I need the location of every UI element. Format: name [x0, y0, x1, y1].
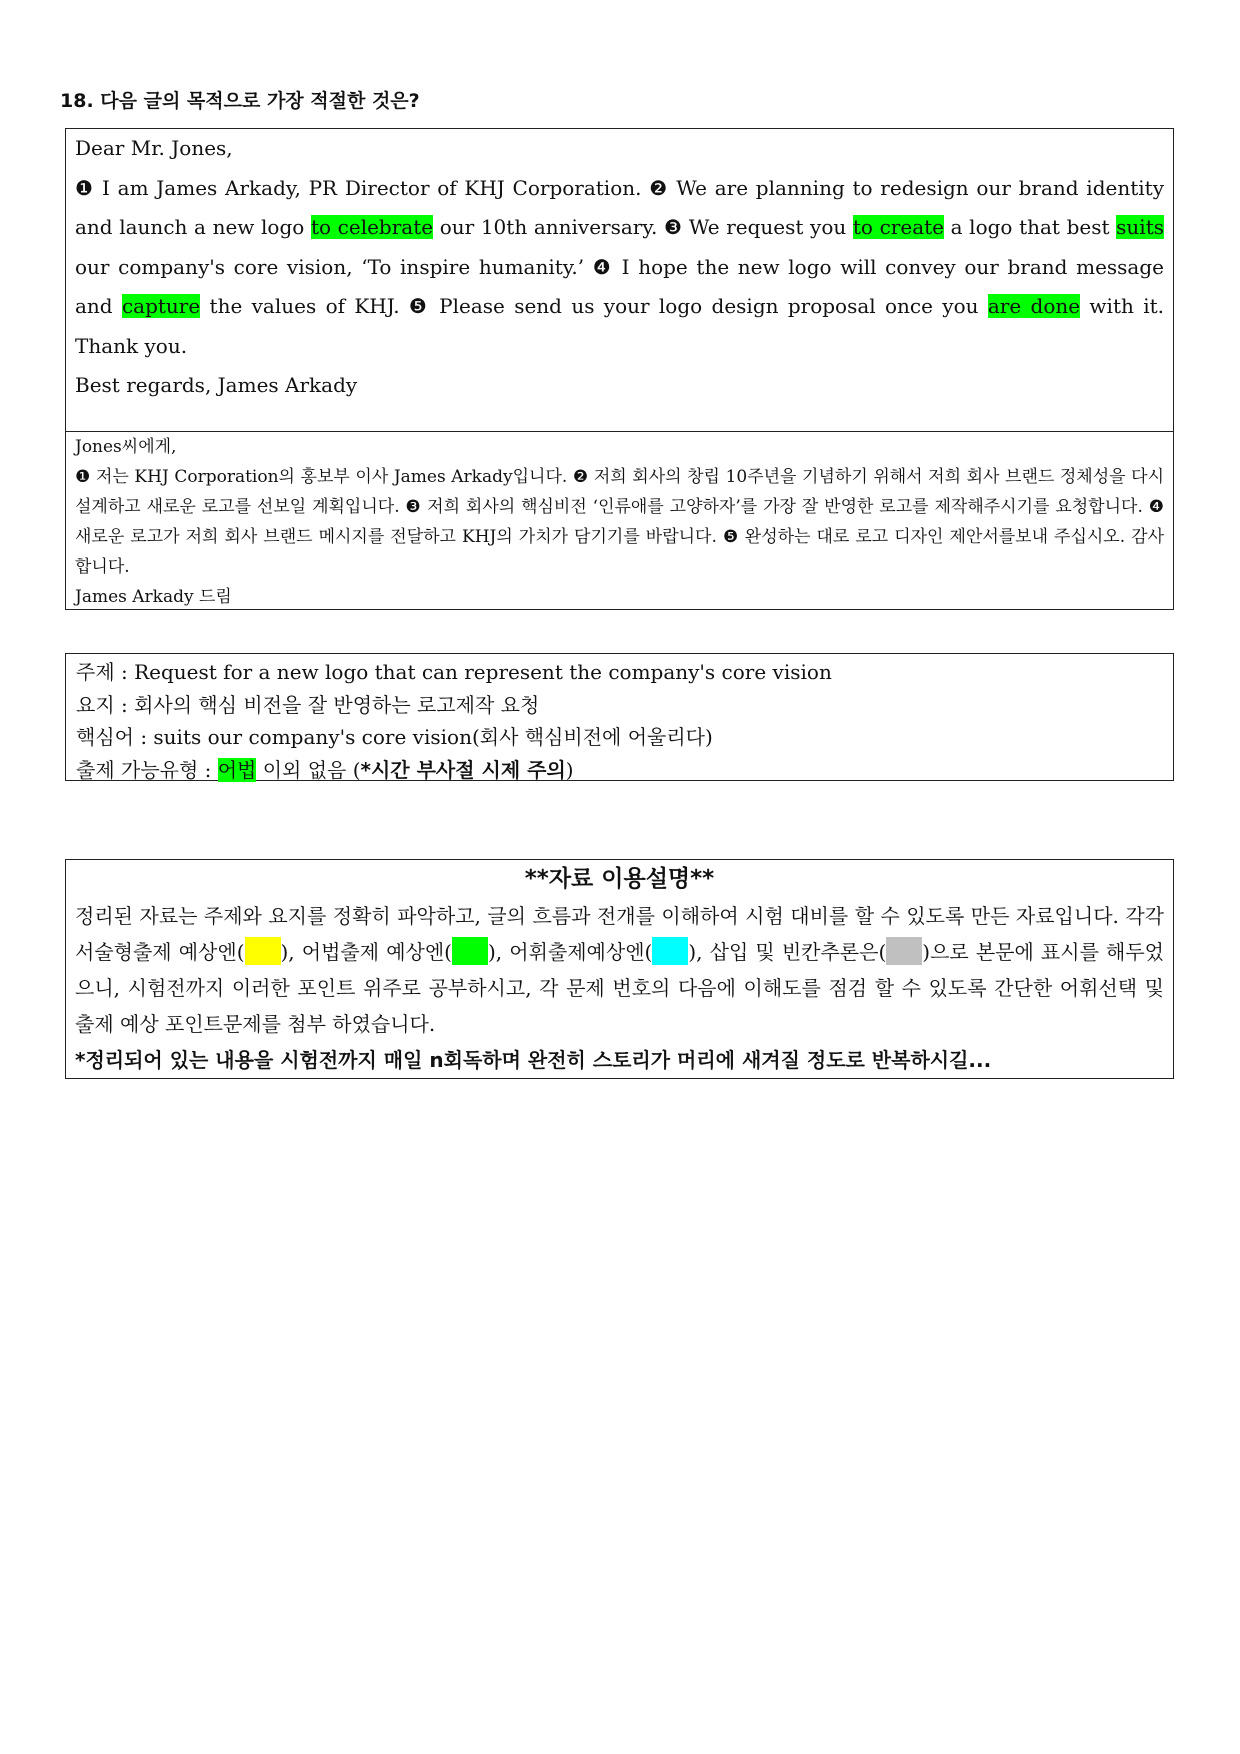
summary-box [65, 653, 1174, 781]
marker-5: ❺ [408, 294, 430, 318]
greeting: Dear Mr. Jones, [75, 136, 233, 160]
grammar-highlight: to celebrate [310, 215, 434, 239]
grammar-highlight: capture [121, 294, 201, 318]
topic: 주제 : Request for a new logo that can represent the company's core vision [76, 660, 832, 684]
gray-swatch [886, 937, 922, 965]
translation-4: 새로운 로고가 저희 회사 브랜드 메시지를 전달하고 KHJ의 가치가 담기기를 바랍니다. [75, 527, 723, 547]
sentence-2: We are planning to redesign our brand identity and launch a new logo [75, 175, 1164, 239]
guide-text-2: ), 어법출제 예상엔( [280, 940, 452, 964]
sentence-4-end: the values of KHJ. [200, 294, 409, 318]
sentence-3-mid: a logo that best [944, 215, 1117, 239]
marker-1: ❶ [75, 175, 95, 200]
grammar-highlight: to create [852, 215, 944, 239]
translation-1: 저는 KHJ Corporation의 홍보부 이사 James Arkady입니다. [90, 467, 573, 487]
grammar-highlight: 어법 [217, 757, 257, 782]
sentence-2-end: our 10th anniversary. [433, 215, 664, 239]
keyword: 핵심어 : suits our company's core vision(회사 핵심비전에 어울리다) [76, 725, 713, 749]
types-end: ) [565, 757, 574, 782]
marker-2: ❷ [649, 175, 669, 200]
english-passage [66, 129, 1173, 431]
marker-2: ❷ [572, 467, 589, 487]
marker-5: ❺ [722, 527, 739, 547]
translation-2: 저희 회사의 창립 10주년을 기념하기 위해서 저희 회사 브랜드 정체성을 다시 설계하고 새로운 로고를 선보일 계획입니다. [75, 467, 1164, 517]
sentence-1: I am James Arkady, PR Director of KHJ Corporation. [94, 175, 650, 200]
guide-text-3: ), 어휘출제예상엔( [487, 940, 653, 964]
marker-3: ❸ [663, 215, 683, 239]
guide-heading: **자료 이용설명** [524, 866, 715, 892]
guide-note-text: *정리되어 있는 내용을 시험전까지 매일 n회독하며 완전히 스토리가 머리에 새겨질 정도로 반복하시길... [75, 1048, 992, 1072]
question-title: 18. 다음 글의 목적으로 가장 적절한 것은? [60, 90, 420, 112]
guide-text [75, 898, 1164, 1042]
marker-3: ❸ [405, 497, 422, 517]
guide-note [75, 1042, 1164, 1078]
question-types [76, 754, 1163, 787]
translation-closing: James Arkady 드림 [75, 587, 232, 607]
translation-5: 완성하는 대로 로고 디자인 제안서를보내 주십시오. 감사합니다. [75, 527, 1164, 577]
sentence-5: Please send us your logo design proposal once you [429, 294, 988, 318]
closing: Best regards, James Arkady [75, 373, 358, 397]
types-label: 출제 가능유형 : [76, 757, 218, 782]
marker-1: ❶ [75, 467, 91, 487]
marker-4: ❹ [592, 254, 614, 279]
passage-box [65, 128, 1174, 610]
cyan-swatch [652, 937, 688, 965]
yellow-swatch [245, 937, 281, 965]
types-note: *시간 부사절 시제 주의 [360, 757, 566, 782]
passage-body [75, 169, 1164, 367]
usage-guide-box [65, 859, 1174, 1079]
green-swatch [452, 937, 488, 965]
sentence-5-end: with it. Thank you. [75, 294, 1164, 358]
translation-greeting: Jones씨에게, [75, 437, 177, 457]
translation-3: 저희 회사의 핵심비전 ‘인류애를 고양하자’를 가장 잘 반영한 로고를 제작해주시기를 요청합니다. [421, 497, 1149, 517]
guide-text-4: ), 삽입 및 빈칸추론은( [688, 940, 887, 964]
translation-body [75, 462, 1164, 582]
grammar-highlight: are done [987, 294, 1081, 318]
guide-text-1: 정리된 자료는 주제와 요지를 정확히 파악하고, 글의 흐름과 전개를 이해하여 시험 대비를 할 수 있도록 만든 자료입니다. 각각 서술형출제 예상엔( [75, 904, 1164, 964]
grammar-highlight: suits [1116, 215, 1164, 239]
korean-translation [66, 432, 1173, 612]
gist: 요지 : 회사의 핵심 비전을 잘 반영하는 로고제작 요청 [76, 692, 540, 717]
sentence-3: We request you [682, 215, 853, 239]
sentence-3-end: our company's core vision, ‘To inspire humanity.’ [75, 254, 593, 279]
guide-text-5: )으로 본문에 표시를 해두었으니, 시험전까지 이러한 포인트 위주로 공부하시고, 각 문제 번호의 다음에 이해도를 점검 할 수 있도록 간단한 어휘선택 및 출제 예상 포인트문제를 첨부 하였습니다. [75, 940, 1164, 1036]
types-rest: 이외 없음 ( [256, 757, 361, 782]
sentence-4: I hope the new logo will convey our brand message and [75, 254, 1164, 318]
marker-4: ❹ [1148, 497, 1164, 517]
